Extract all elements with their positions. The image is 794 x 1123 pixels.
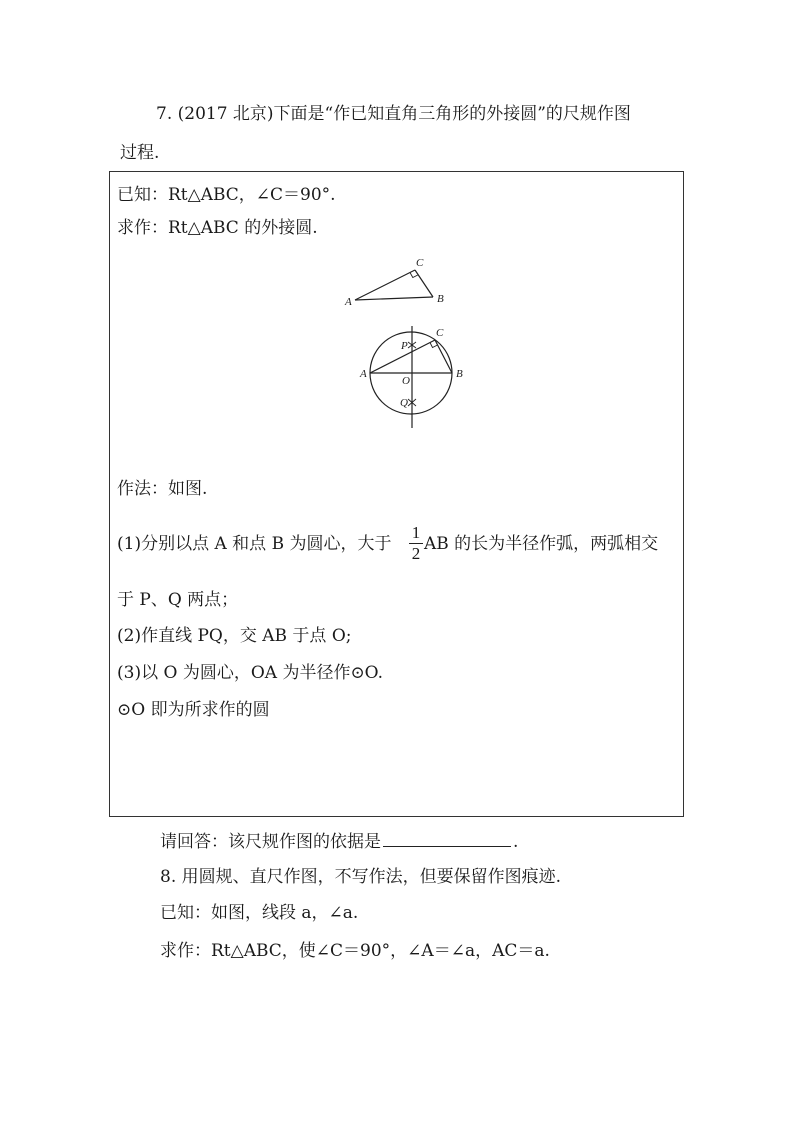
- answer-line: [160, 829, 518, 853]
- q8-line2: 已知：如图，线段 a，∠a.: [160, 903, 359, 923]
- triangle-figure: [340, 252, 460, 312]
- answer-end: .: [513, 832, 519, 852]
- tri-label-B: B: [437, 293, 444, 305]
- q8-line1: 8. 用圆规、直尺作图，不写作法，但要保留作图痕迹.: [160, 867, 562, 887]
- answer-blank[interactable]: [383, 829, 511, 847]
- step1-part-a: (1)分别以点 A 和点 B 为圆心，大于: [117, 534, 392, 554]
- answer-prompt: 请回答：该尺规作图的依据是: [160, 832, 381, 852]
- fraction-numerator: 1: [411, 523, 421, 542]
- circ-label-O: O: [402, 375, 410, 387]
- fraction-denominator: 2: [411, 544, 421, 563]
- given-text: 已知：Rt△ABC，∠C＝90°.: [117, 185, 336, 205]
- circ-label-P: P: [401, 340, 408, 352]
- q7-header-line2: 过程.: [120, 143, 160, 163]
- find-text: 求作：Rt△ABC 的外接圆.: [117, 218, 318, 238]
- step3-text: (3)以 O 为圆心，OA 为半径作⊙O.: [117, 663, 384, 683]
- circ-label-C: C: [436, 327, 444, 339]
- q7-header-line1: 7. (2017 北京)下面是“作已知直角三角形的外接圆”的尺规作图: [156, 104, 631, 124]
- step1-part-b: AB 的长为半径作弧，两弧相交: [424, 534, 659, 554]
- conclusion-text: ⊙O 即为所求作的圆: [117, 700, 270, 720]
- circ-label-B: B: [456, 368, 463, 380]
- tri-label-C: C: [416, 257, 424, 269]
- circ-label-Q: Q: [400, 397, 408, 409]
- step1-part-c: 于 P、Q 两点；: [117, 590, 239, 610]
- step2-text: (2)作直线 PQ，交 AB 于点 O;: [117, 626, 352, 646]
- tri-label-A: A: [345, 296, 352, 308]
- method-title: 作法：如图.: [117, 479, 208, 499]
- fraction-one-half: [409, 524, 423, 563]
- q8-line3: 求作：Rt△ABC，使∠C＝90°，∠A＝∠a，AC＝a.: [160, 941, 550, 961]
- circumcircle-figure: [358, 322, 478, 432]
- circ-label-A: A: [360, 368, 367, 380]
